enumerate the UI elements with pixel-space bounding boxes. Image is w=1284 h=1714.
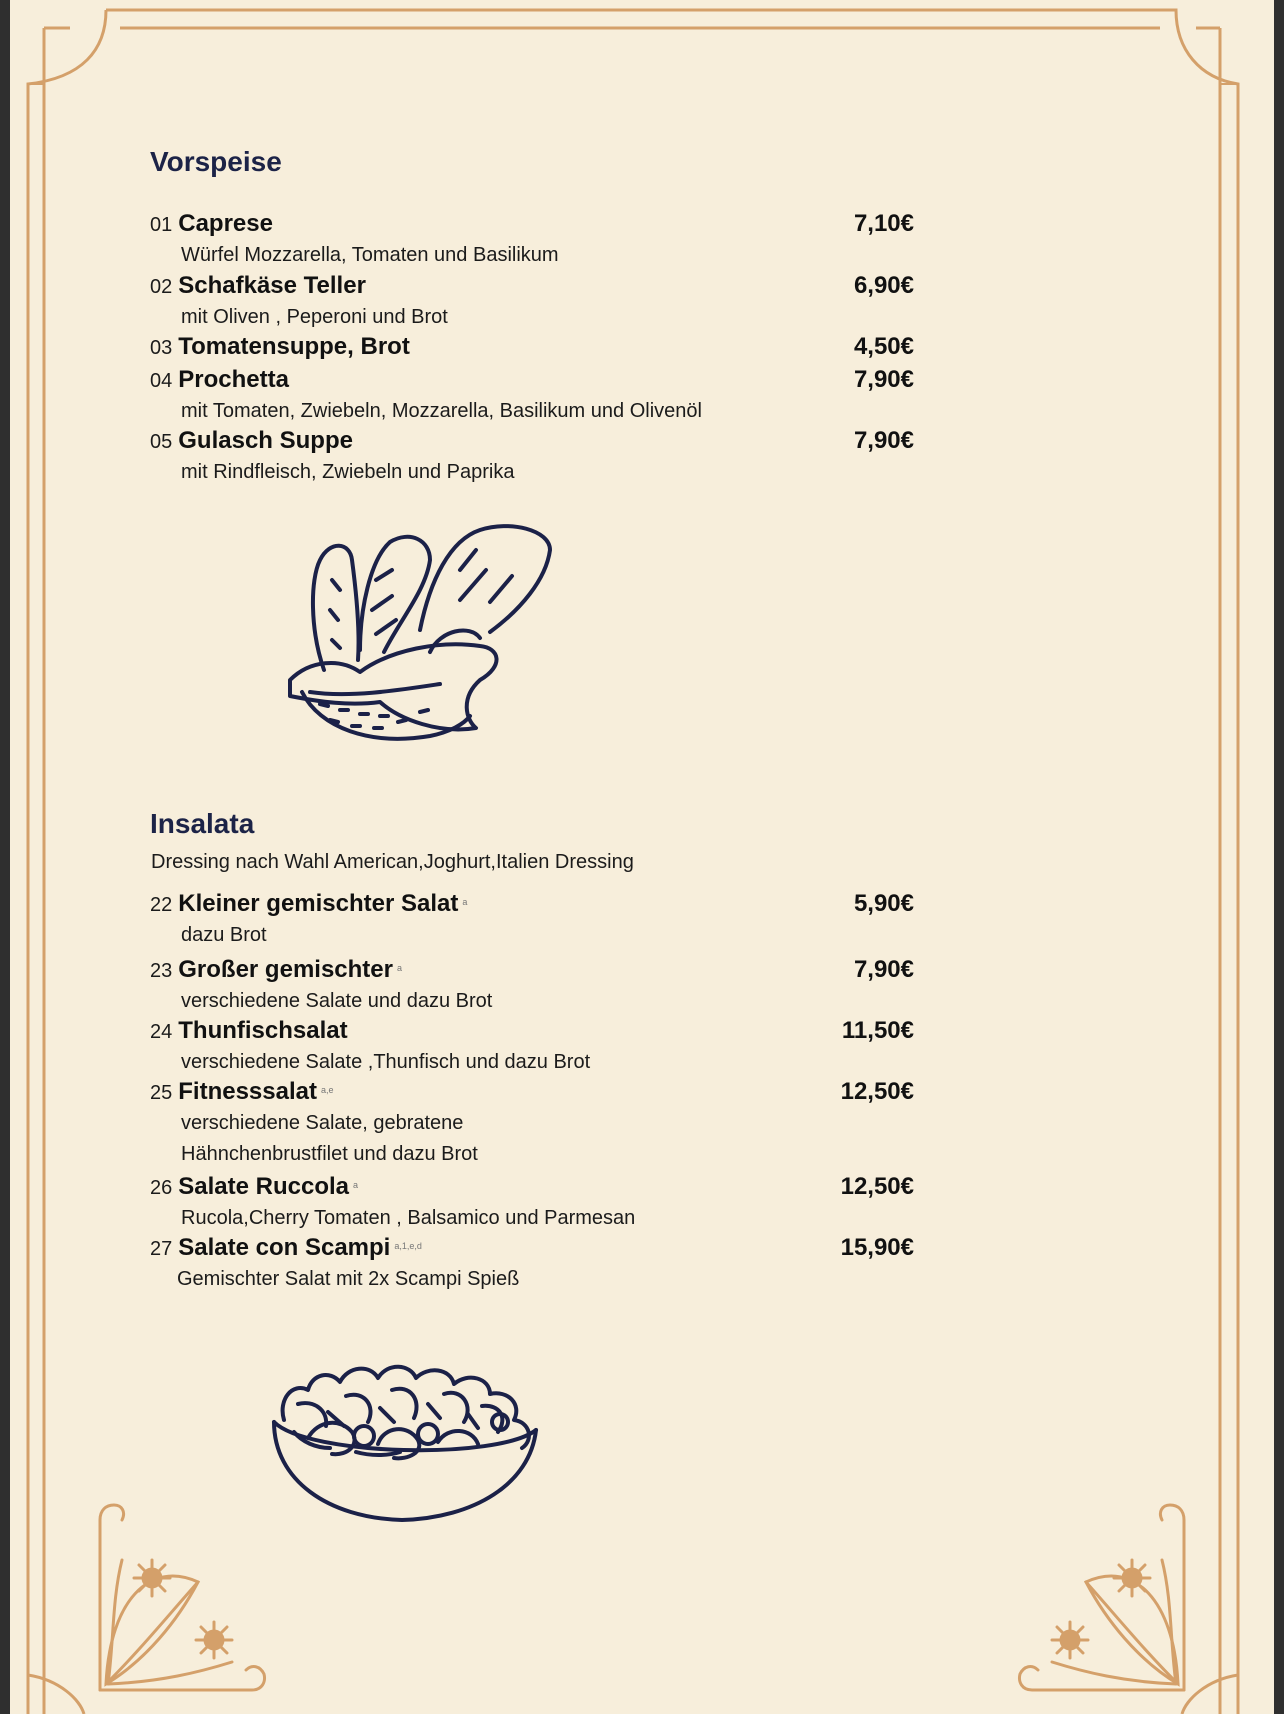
item-price: 6,90€ (853, 272, 914, 299)
allergen-marker: a,1,e,d (394, 1240, 422, 1251)
item-price: 4,50€ (853, 333, 914, 360)
menu-item (150, 1017, 914, 1078)
allergen-marker: a (353, 1179, 359, 1190)
menu-item (150, 210, 914, 271)
item-description: mit Oliven , Peperoni und Brot (181, 306, 448, 328)
menu-item (150, 956, 914, 1017)
item-name: Tomatensuppe, Brot (178, 333, 410, 360)
menu-item (150, 427, 914, 488)
item-name: Salate con Scampi (178, 1234, 391, 1261)
item-number: 04 (150, 370, 173, 392)
dressing-note: Dressing nach Wahl American,Joghurt,Italien Dressing (151, 851, 634, 873)
item-number: 05 (150, 431, 173, 453)
item-price: 7,90€ (853, 427, 914, 454)
item-name: Thunfischsalat (178, 1017, 348, 1044)
bread-basket-icon (280, 520, 560, 750)
corner-ornament-left (100, 1505, 265, 1690)
item-name: Fitnesssalat (178, 1078, 317, 1105)
allergen-marker: a,e (320, 1084, 334, 1095)
item-price: 5,90€ (853, 890, 914, 917)
menu-item (150, 1173, 914, 1234)
item-description: verschiedene Salate und dazu Brot (181, 990, 493, 1012)
allergen-marker: a (396, 962, 402, 973)
menu-item (150, 890, 914, 951)
menu-item (150, 272, 914, 333)
menu-page (10, 0, 1274, 1714)
corner-ornament-right (1020, 1505, 1185, 1690)
item-name: Salate Ruccola (178, 1173, 349, 1200)
section-title-insalata: Insalata (150, 808, 255, 839)
item-number: 22 (150, 894, 173, 916)
item-description: Rucola,Cherry Tomaten , Balsamico und Parmesan (181, 1207, 636, 1229)
item-price: 15,90€ (840, 1234, 914, 1261)
item-number: 26 (150, 1177, 173, 1199)
item-price: 7,90€ (853, 366, 914, 393)
item-name: Schafkäse Teller (178, 272, 366, 299)
salad-bowl-icon (268, 1360, 542, 1524)
item-description: Gemischter Salat mit 2x Scampi Spieß (177, 1268, 520, 1290)
item-description: Würfel Mozzarella, Tomaten und Basilikum (181, 244, 559, 266)
item-number: 02 (150, 276, 173, 298)
item-name: Caprese (178, 210, 273, 237)
item-price: 7,10€ (853, 210, 914, 237)
item-number: 01 (150, 214, 173, 236)
item-name: Kleiner gemischter Salat (178, 890, 459, 917)
item-description: verschiedene Salate, gebratene (181, 1112, 464, 1134)
item-name: Großer gemischter (178, 956, 393, 983)
item-price: 12,50€ (840, 1078, 914, 1105)
menu-item (150, 1078, 914, 1170)
item-price: 11,50€ (841, 1017, 914, 1044)
item-description: verschiedene Salate ,Thunfisch und dazu Brot (181, 1051, 591, 1073)
menu-item (150, 333, 914, 363)
item-description: mit Rindfleisch, Zwiebeln und Paprika (181, 461, 515, 483)
item-name: Prochetta (178, 366, 289, 393)
menu-item (150, 366, 914, 427)
item-description: dazu Brot (181, 924, 267, 946)
section-title-vorspeise: Vorspeise (150, 146, 282, 177)
item-number: 03 (150, 337, 173, 359)
item-number: 24 (150, 1021, 173, 1043)
item-price: 12,50€ (840, 1173, 914, 1200)
item-description: mit Tomaten, Zwiebeln, Mozzarella, Basilikum und Olivenöl (181, 400, 702, 422)
item-number: 25 (150, 1082, 173, 1104)
item-price: 7,90€ (853, 956, 914, 983)
item-number: 27 (150, 1238, 173, 1260)
item-name: Gulasch Suppe (178, 427, 353, 454)
item-description: Hähnchenbrustfilet und dazu Brot (181, 1143, 478, 1165)
allergen-marker: a (462, 896, 468, 907)
menu-item (150, 1234, 914, 1295)
item-number: 23 (150, 960, 173, 982)
